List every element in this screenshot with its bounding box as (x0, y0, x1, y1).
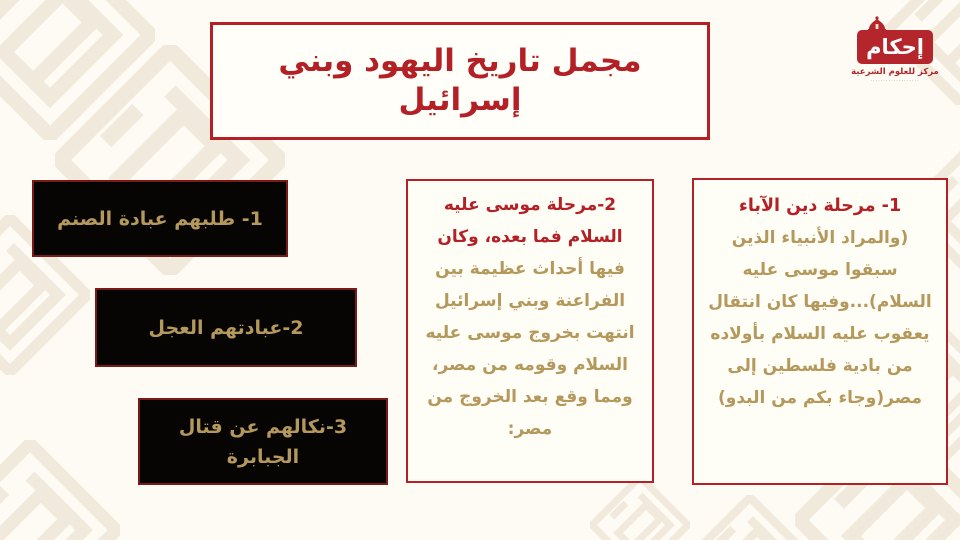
logo-tagline: ··················· (870, 78, 920, 84)
title-box (210, 22, 710, 140)
stage-moses-box (406, 179, 654, 483)
logo-wordmark: إحكام (857, 30, 933, 64)
slide-title: مجمل تاريخ اليهود وبني إسرائيل (278, 43, 642, 118)
stage-moses-body: فيها أحداث عظيمة بين الفراعنة وبني إسرائيل انتهت بخروج موسى عليه السلام وقومه من مصر، ومما وقع بعد الخروج من مصر: (425, 259, 635, 439)
stage-moses-heading: 2-مرحلة موسى عليه السلام فما بعده، وكان (437, 195, 623, 247)
kufic-motif (0, 440, 120, 540)
event-box-2 (95, 288, 357, 367)
stage-moses-text (417, 189, 643, 445)
event-label: 3-نكالهم عن قتال الجبابرة (178, 415, 348, 468)
event-box-3 (138, 398, 388, 485)
stage-fathers-box (692, 178, 948, 485)
kufic-motif (590, 475, 690, 540)
stage-fathers-heading: 1- مرحلة دين الآباء (738, 196, 902, 216)
brand-logo (840, 16, 950, 84)
stage-fathers-body: (والمراد الأنبياء الذين سبقوا موسى عليه السلام)...وفيها كان انتقال يعقوب عليه السلام بأولاده من بادية فلسطين إلى مصر(وجاء بكم من البدو) (708, 228, 932, 408)
event-label: 1- طلبهم عبادة الصنم (57, 207, 263, 230)
logo-subtitle: مركز للعلوم الشرعية (851, 67, 939, 77)
event-box-1 (32, 180, 288, 257)
event-label: 2-عبادتهم العجل (148, 316, 304, 339)
kufic-motif (690, 495, 810, 540)
